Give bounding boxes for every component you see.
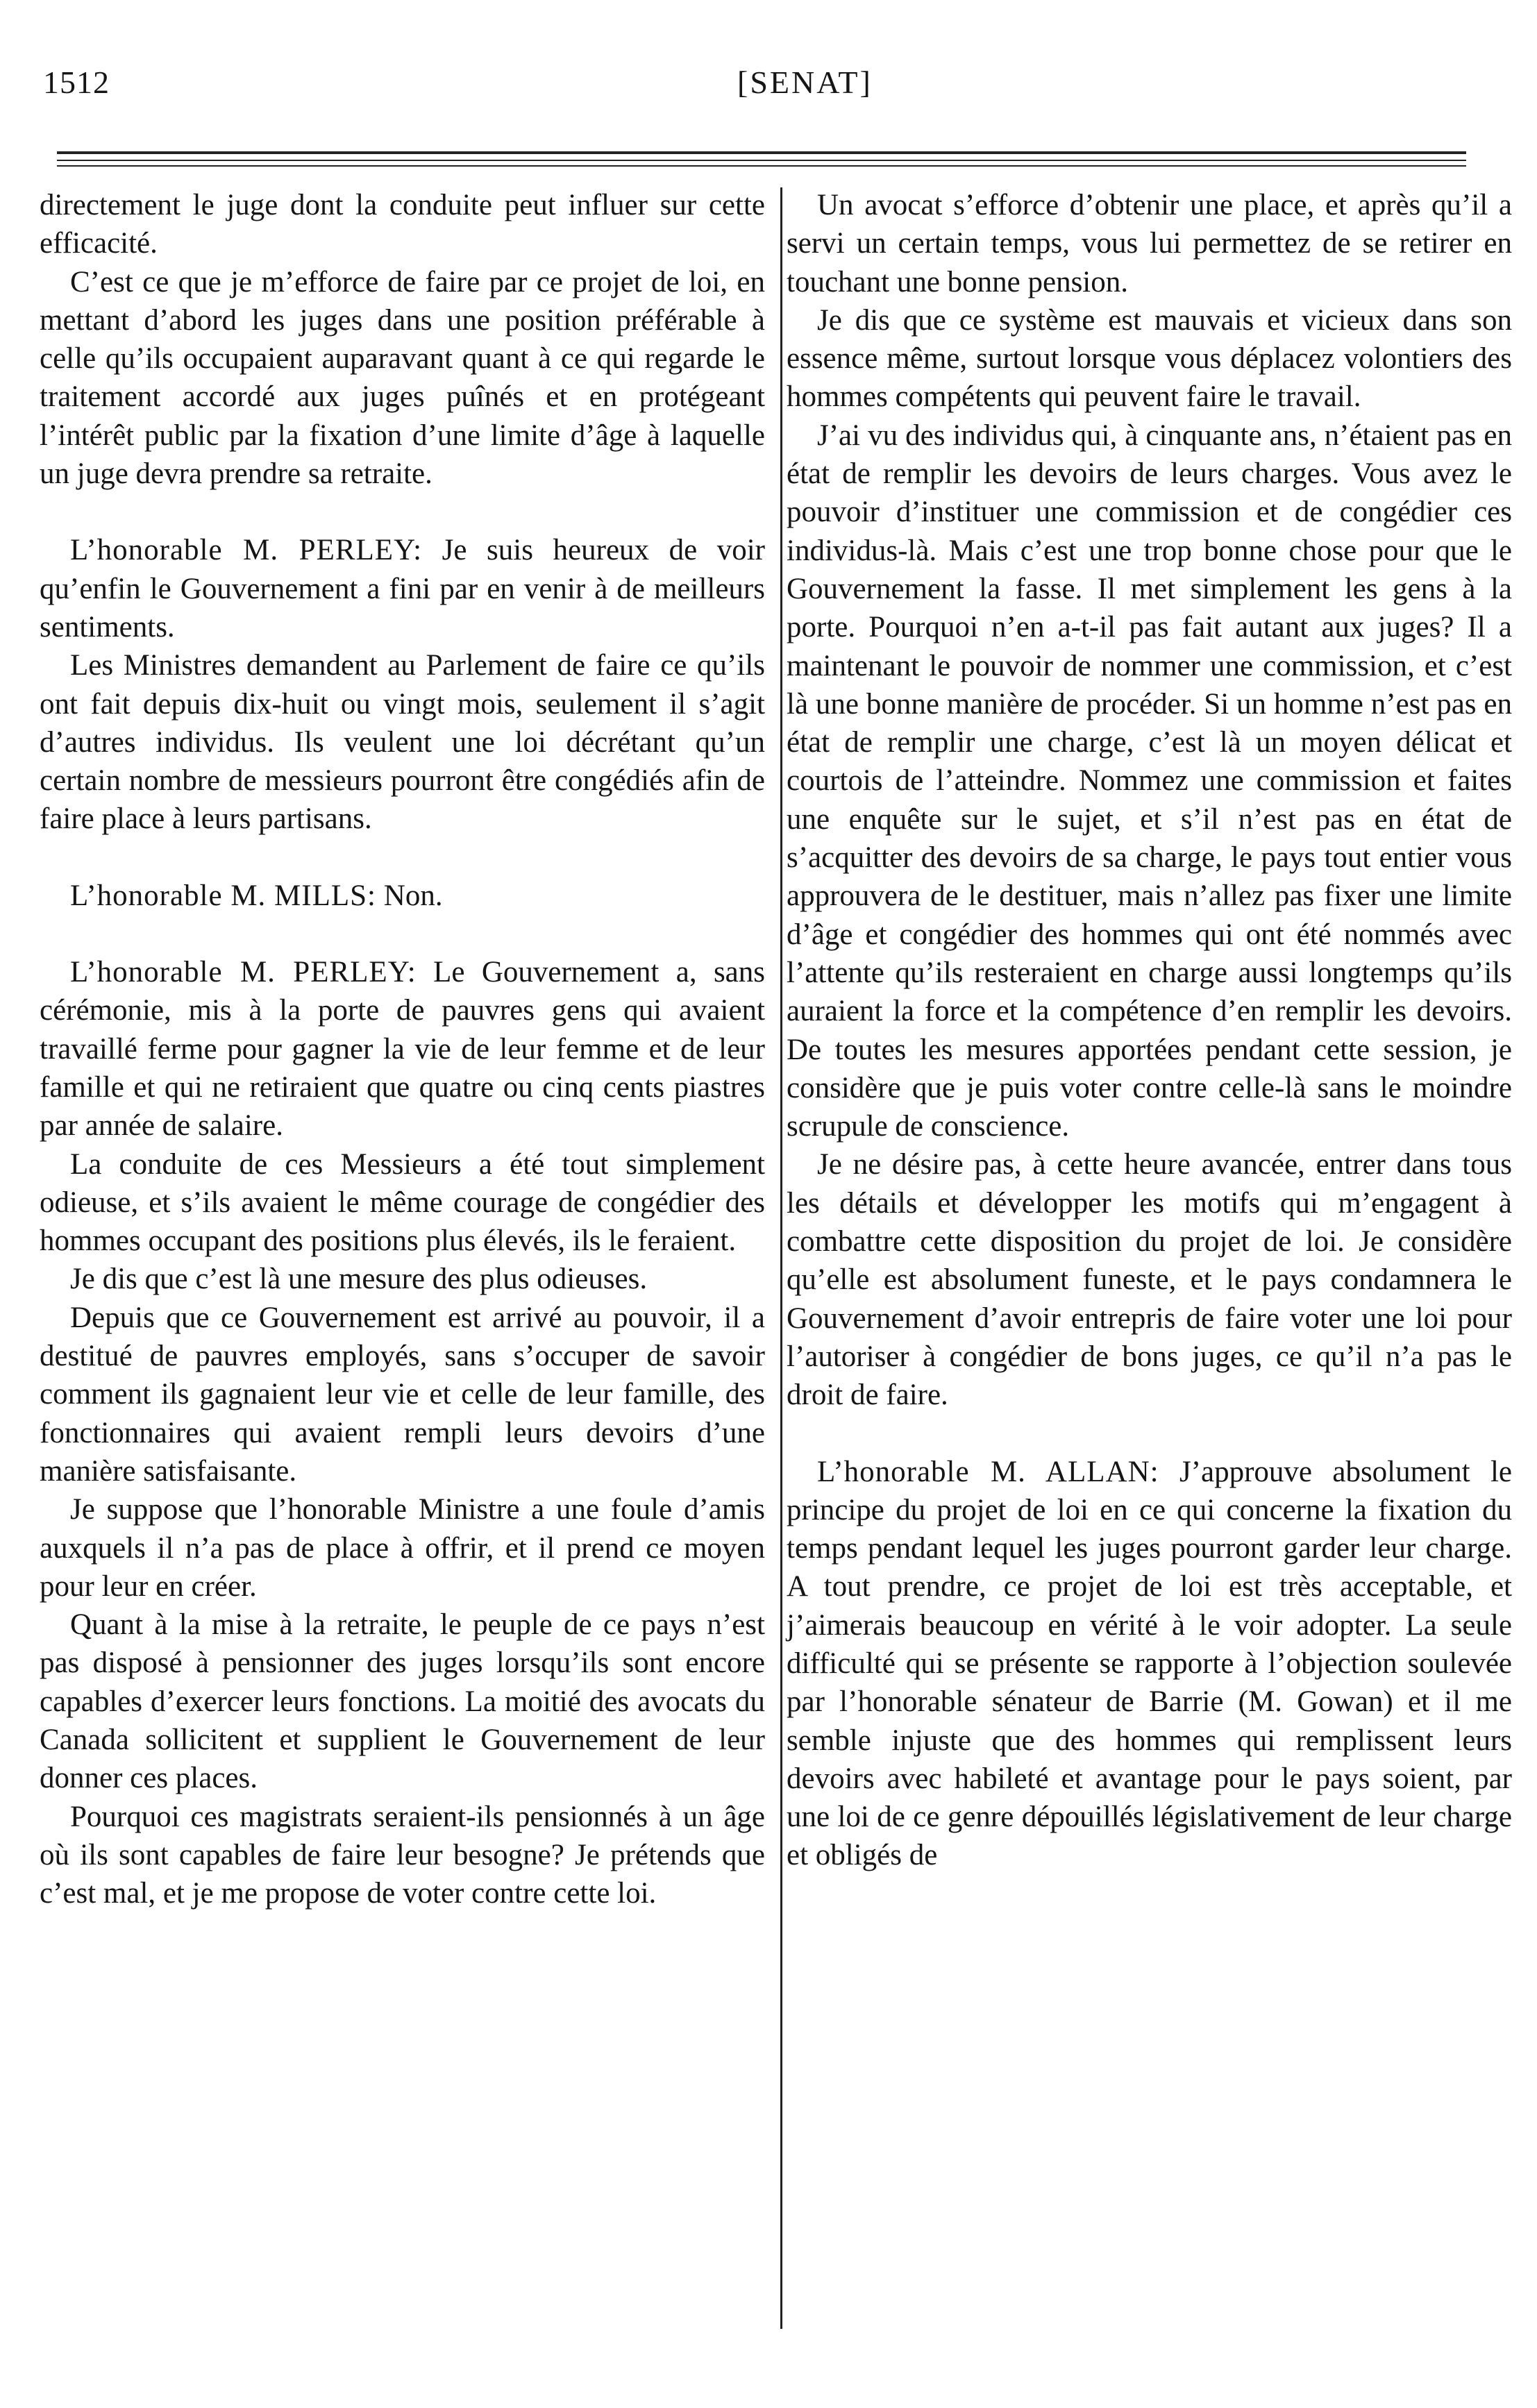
paragraph-text: Les Ministres demandent au Parlement de faire ce qu’ils ont fait depuis dix-huit ou vingt mois, seulement il s’agit d’autres individus. Ils veulent une loi décrétant qu’un certain nombre de messieurs pourront être congédiés afin de faire place à leurs partisans. [40, 649, 765, 836]
paragraph [40, 1798, 765, 1913]
paragraph-text: Je dis que ce système est mauvais et vicieux dans son essence même, surtout lorsque vous déplacez volontiers des hommes compétents qui peuvent faire le travail. [787, 303, 1512, 414]
paragraph [40, 263, 765, 494]
paragraph-text: Pourquoi ces magistrats seraient-ils pensionnés à un âge où ils sont capables de faire leur besogne? Je prétends que c’est mal, et je me propose de voter contre cette loi. [40, 1800, 765, 1910]
paragraph [40, 646, 765, 838]
paragraph [40, 1490, 765, 1606]
paragraph-text: Depuis que ce Gouvernement est arrivé au pouvoir, il a destitué de pauvres employés, sans s’occuper de savoir comment ils gagnaient leur vie et celle de leur famille, des fonctionnaires qui avaient rempli leurs devoirs d’une manière satisfaisante. [40, 1301, 765, 1488]
paragraph-text: J’approuve absolument le principe du projet de loi en ce qui concerne la fixation du temps pendant lequel les juges pourront garder leur charge. A tout prendre, ce projet de loi est très acceptable, et j’aimerais beaucoup en vérité à le voir adopter. La seule difficulté qui se présente se rapporte à l’objection soulevée par l’honorable sénateur de Barrie (M. Gowan) et il me semble injuste que des hommes qui remplissent leurs devoirs avec habileté et avantage pour le pays soient, par une loi de ce genre dépouillés législativement de leur charge et obligés de [787, 1455, 1513, 1872]
paragraph [40, 1299, 765, 1490]
speech-paragraph [40, 531, 765, 646]
header-rule [57, 165, 1466, 167]
paragraph-text: Je dis que c’est là une mesure des plus odieuses. [70, 1263, 648, 1296]
paragraph [787, 301, 1512, 416]
paragraph [787, 186, 1512, 301]
header-rule [57, 160, 1466, 161]
paragraph-text: directement le juge dont la conduite peut influer sur cette efficacité. [40, 189, 765, 260]
speaker-name: L’honorable M. MILLS: [70, 879, 377, 912]
paragraph-text: Je ne désire pas, à cette heure avancée, entrer dans tous les détails et développer les motifs qui m’engagent à combattre cette disposition du projet de loi. Je considère qu’elle est absolument funeste, et le pays condamnera le Gouvernement d’avoir entrepris de faire voter une loi pour l’autoriser à congédier de bons juges, ce qu’il n’a pas le droit de faire. [787, 1148, 1512, 1412]
right-column [787, 186, 1512, 1875]
paragraph [40, 1260, 765, 1298]
paragraph-text: Non. [376, 879, 443, 912]
speaker-name: L’honorable M. PERLEY: [70, 534, 423, 567]
speaker-name: L’honorable M. PERLEY: [70, 956, 417, 989]
speech-paragraph [787, 1453, 1512, 1875]
paragraph [787, 416, 1512, 1146]
paragraph [787, 1145, 1512, 1414]
paragraph-text: Quant à la mise à la retraite, le peuple de ce pays n’est pas disposé à pensionner des juges lorsqu’ils sont encore capables d’exercer leurs fonctions. La moitié des avocats du Canada sollicitent et supplient le Gouvernement de leur donner ces places. [40, 1608, 765, 1795]
page-header [43, 64, 1466, 112]
paragraph-text: Un avocat s’efforce d’obtenir une place, et après qu’il a servi un certain temps, vous lui permettez de se retirer en touchant une bonne pension. [787, 189, 1512, 298]
page-number: 1512 [43, 65, 110, 100]
paragraph-text: C’est ce que je m’efforce de faire par ce projet de loi, en mettant d’abord les juges dans une position préférable à celle qu’ils occupaient auparavant quant à ce qui regarde le traitement accordé aux juges puînés et en protégeant l’intérêt public par la fixation d’une limite d’âge à laquelle un juge devra prendre sa retraite. [40, 265, 765, 491]
left-column [40, 186, 765, 1912]
paragraph-text: Je suis heureux de voir qu’enfin le Gouvernement a fini par en venir à de meilleurs sentiments. [40, 534, 765, 643]
column-divider [780, 187, 782, 2329]
paragraph [40, 1606, 765, 1797]
header-rule [57, 151, 1466, 154]
speech-paragraph [40, 953, 765, 1145]
paragraph-text: Le Gouvernement a, sans cérémonie, mis à la porte de pauvres gens qui avaient travaillé ferme pour gagner la vie de leur femme et de leur famille et qui ne retiraient que quatre ou cinq cents piastres par année de salaire. [40, 956, 765, 1143]
speech-paragraph [40, 877, 765, 915]
paragraph-text: J’ai vu des individus qui, à cinquante ans, n’étaient pas en état de remplir les devoirs de leurs charges. Vous avez le pouvoir d’instituer une commission et de congédier ces individus-là. Mais c’est une trop bonne chose pour que le Gouvernement la fasse. Il met simplement les gens à la porte. Pourquoi n’en a-t-il pas fait autant aux juges? Il a maintenant le pouvoir de nommer une commission, et c’est là une bonne manière de procéder. Si un homme n’est pas en état de remplir une charge, c’est là un moyen délicat et courtois de l’atteindre. Nommez une commission et faites une enquête sur le sujet, et s’il n’est pas en état de s’acquitter des devoirs de sa charge, le pays tout entier vous approuvera de le destituer, mais n’allez pas fixer une limite d’âge et congédier des hommes qui ont été nommés avec l’attente qu’ils resteraient en charge aussi longtemps qu’ils auraient la force et la compétence d’en remplir les devoirs. De toutes les mesures apportées pendant cette session, je considère que je puis voter contre celle-là sans le moindre scrupule de conscience. [787, 419, 1512, 1143]
paragraph-text: La conduite de ces Messieurs a été tout simplement odieuse, et s’ils avaient le même courage de congédier des hommes occupant des positions plus élevés, ils le feraient. [40, 1147, 765, 1258]
paragraph [40, 186, 765, 263]
running-head: [SENAT] [737, 65, 873, 100]
paragraph-text: Je suppose que l’honorable Ministre a une foule d’amis auxquels il n’a pas de place à offrir, et il prend ce moyen pour leur en créer. [40, 1493, 765, 1603]
paragraph [40, 1145, 765, 1261]
speaker-name: L’honorable M. ALLAN: [817, 1455, 1159, 1488]
